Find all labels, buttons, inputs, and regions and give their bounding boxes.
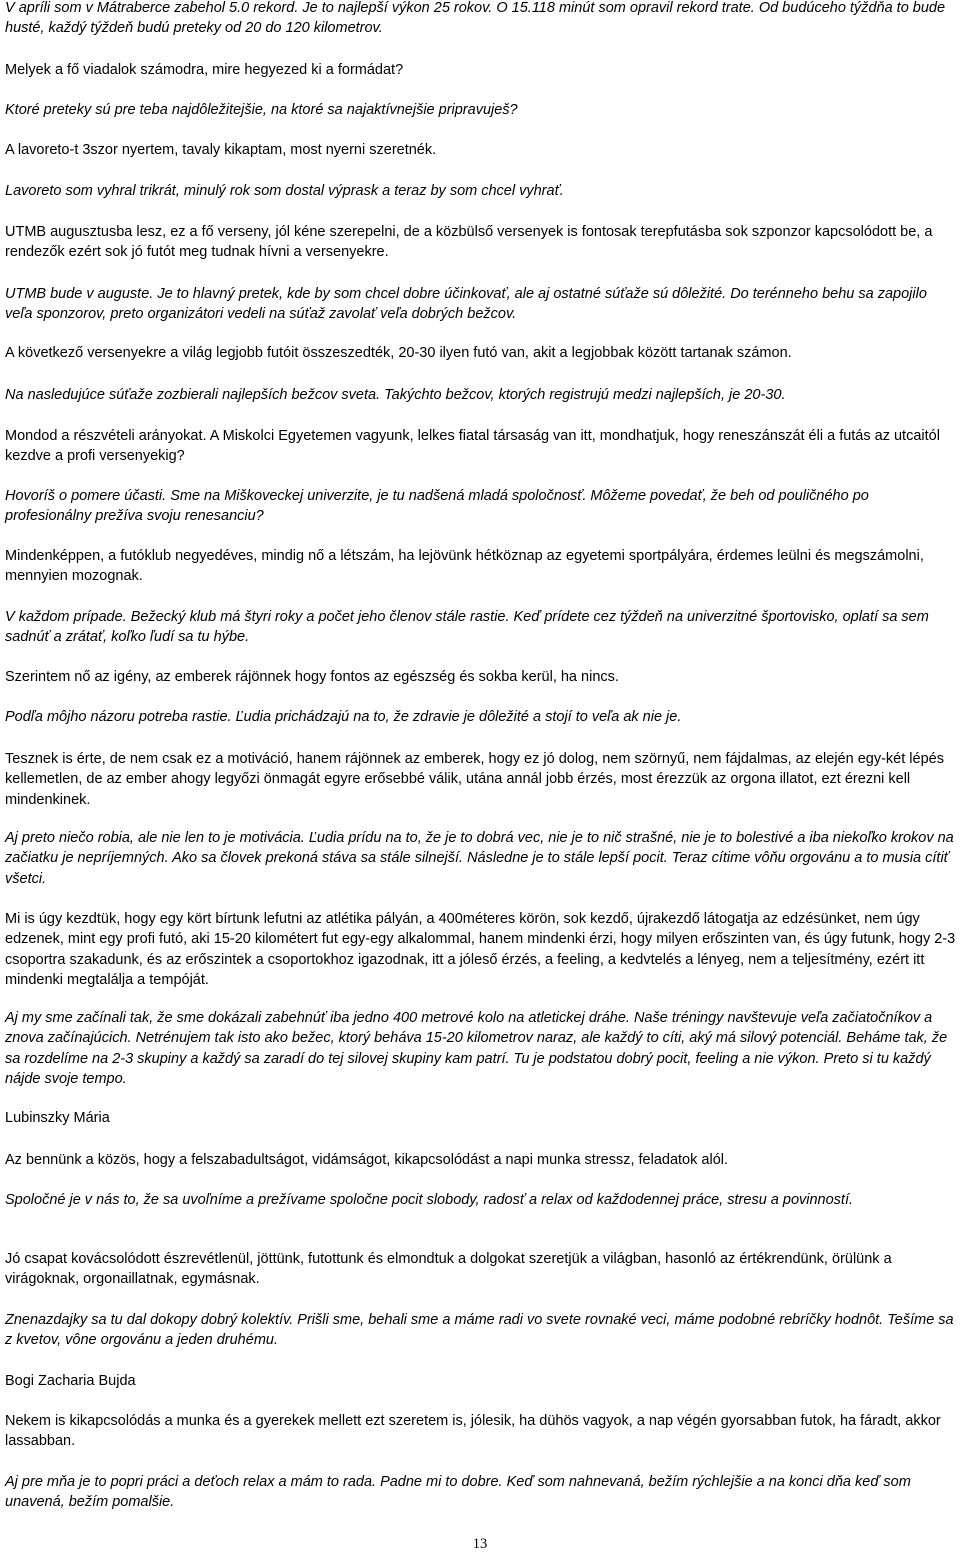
paragraph: Melyek a fő viadalok számodra, mire hegyezed ki a formádat? [5, 62, 404, 78]
paragraph: Aj my sme začínali tak, že sme dokázali zabehnúť iba jedno 400 metrové kolo na atletickej dráhe. Naše tréningy navštevuje veľa začiatočníkov a znova začínajúcich. Netrénujem tak isto ako bežec, ktorý beháva 15-20 kilometrov naraz, ale každý to cíti, aký má silový potenciál. Beháme tak, že sa rozdelíme na 2-3 skupiny a každý sa zaradí do tej silovej skupiny kam patrí. Tu je podstatou dobrý pocit, feeling a nie výkon. Preto si tu každý nájde svoje tempo. [5, 1010, 948, 1088]
paragraph: Szerintem nő az igény, az emberek rájönnek hogy fontos az egészség és sokba kerül, ha nincs. [5, 669, 619, 685]
paragraph: Lavoreto som vyhral trikrát, minulý rok som dostal výprask a teraz by som chcel vyhrať. [5, 183, 564, 199]
paragraph: Ktoré preteky sú pre teba najdôležitejšie, na ktoré sa najaktívnejšie pripravuješ? [5, 102, 518, 118]
author-name: Bogi Zacharia Bujda [5, 1373, 136, 1389]
paragraph: UTMB augusztusba lesz, ez a fő verseny, jól kéne szerepelni, de a közbülső versenyek is fontosak terepfutásba sok szponzor kapcsolódott be, a rendezők ezért sok jó futót meg tudnak hívni a versenyekre. [5, 224, 933, 261]
paragraph: V každom prípade. Bežecký klub má štyri roky a počet jeho členov stále rastie. Keď prídete cez týždeň na univerzitné športovisko, oplatí sa sem sadnúť a zrátať, koľko ľudí sa tu hýbe. [5, 609, 929, 646]
paragraph: A lavoreto-t 3szor nyertem, tavaly kikaptam, most nyerni szeretnék. [5, 142, 437, 158]
paragraph: Jó csapat kovácsolódott észrevétlenül, jöttünk, futottunk és elmondtuk a dolgokat szeretjük a világban, hasonló az értékrendünk, örülünk a virágoknak, orgonaillatnak, egymásnak. [5, 1251, 892, 1288]
paragraph: Aj pre mňa je to popri práci a deťoch relax a mám to rada. Padne mi to dobre. Keď som nahnevaná, bežím rýchlejšie a na konci dňa keď som unavená, bežím pomalšie. [5, 1474, 911, 1511]
paragraph: Nekem is kikapcsolódás a munka és a gyerekek mellett ezt szeretem is, jólesik, ha dühös vagyok, a nap végén gyorsabban futok, ha fáradt, akkor lassabban. [5, 1413, 941, 1450]
page-number: 13 [472, 1536, 488, 1552]
paragraph: A következő versenyekre a világ legjobb futóit összeszedték, 20-30 ilyen futó van, akit a legjobbak között tartanak számon. [5, 345, 792, 361]
paragraph: Az bennünk a közös, hogy a felszabadultságot, vidámságot, kikapcsolódást a napi munka stressz, feladatok alól. [5, 1152, 729, 1168]
author-name: Lubinszky Mária [5, 1110, 110, 1126]
paragraph: Hovoríš o pomere účasti. Sme na Miškoveckej univerzite, je tu nadšená mladá spoločnosť. Môžeme povedať, že beh od pouličného po profesionálny prežíva svoju renesanciu? [5, 488, 869, 525]
paragraph: V apríli som v Mátraberce zabehol 5.0 rekord. Je to najlepší výkon 25 rokov. O 15.118 minút som opravil rekord trate. Od budúceho týždňa to bude husté, každý týždeň budú preteky od 20 do 120 kilometrov. [5, 0, 946, 37]
paragraph: Spoločné je v nás to, že sa uvoľníme a prežívame spoločne pocit slobody, radosť a relax od každodennej práce, stresu a povinností. [5, 1192, 854, 1208]
paragraph: Mondod a részvételi arányokat. A Miskolci Egyetemen vagyunk, lelkes fiatal társaság van itt, mondhatjuk, hogy reneszánszát éli a futás az utcaitól kezdve a profi versenyekig? [5, 428, 940, 465]
paragraph: Na nasledujúce súťaže zozbierali najlepších bežcov sveta. Takýchto bežcov, ktorých registrujú medzi najlepších, je 20-30. [5, 387, 786, 403]
paragraph: Tesznek is érte, de nem csak ez a motiváció, hanem rájönnek az emberek, hogy ez jó dolog, nem szörnyű, nem fájdalmas, az elején egy-két lépés kellemetlen, de az ember ahogy legyőzi önmagát egyre erősebbé válik, utána annál jobb érzés, most érezzük az orgona illatot, ezt érezni kell mindenkinek. [5, 751, 944, 808]
paragraph: UTMB bude v auguste. Je to hlavný pretek, kde by som chcel dobre účinkovať, ale aj ostatné súťaže sú dôležité. Do terénneho behu sa zapojilo veľa sponzorov, preto organizátori vedeli na súťaž zavolať veľa dobrých bežcov. [5, 286, 927, 323]
paragraph: Aj preto niečo robia, ale nie len to je motivácia. Ľudia prídu na to, že je to dobrá vec, nie je to nič strašné, nie je to bolestivé a iba niekoľko krokov na začiatku je nepríjemných. Ako sa človek prekoná stáva sa stále silnejší. Následne je to stále lepší pocit. Teraz cítime vôňu orgovánu a to musia cítiť všetci. [5, 830, 954, 887]
paragraph: Mi is úgy kezdtük, hogy egy kört bírtunk lefutni az atlétika pályán, a 400méteres körön, sok kezdő, újrakezdő látogatja az edzésünket, nem úgy edzenek, mint egy profi futó, aki 15-20 kilométert fut egy-egy alkalommal, hanem mindenki érzi, hogy milyen erőszinten van, és úgy futunk, hogy 2-3 csoportra szakadunk, és az erőszintek a csoportokhoz igazodnak, itt a jóleső érzés, a feeling, a kedvtelés a lényeg, nem a teljesítmény, ezért itt mindenki megtalálja a tempóját. [5, 911, 956, 989]
paragraph: Mindenképpen, a futóklub negyedéves, mindig nő a létszám, ha lejövünk hétköznap az egyetemi sportpályára, érdemes leülni és megszámolni, mennyien mozognak. [5, 548, 924, 585]
paragraph: Podľa môjho názoru potreba rastie. Ľudia prichádzajú na to, že zdravie je dôležité a stojí to veľa ak nie je. [5, 709, 682, 725]
paragraph: Znenazdajky sa tu dal dokopy dobrý kolektív. Prišli sme, behali sme a máme radi vo svete rovnaké veci, máme podobné rebríčky hodnôt. Tešíme sa z kvetov, vône orgovánu a jeden druhému. [5, 1312, 954, 1349]
